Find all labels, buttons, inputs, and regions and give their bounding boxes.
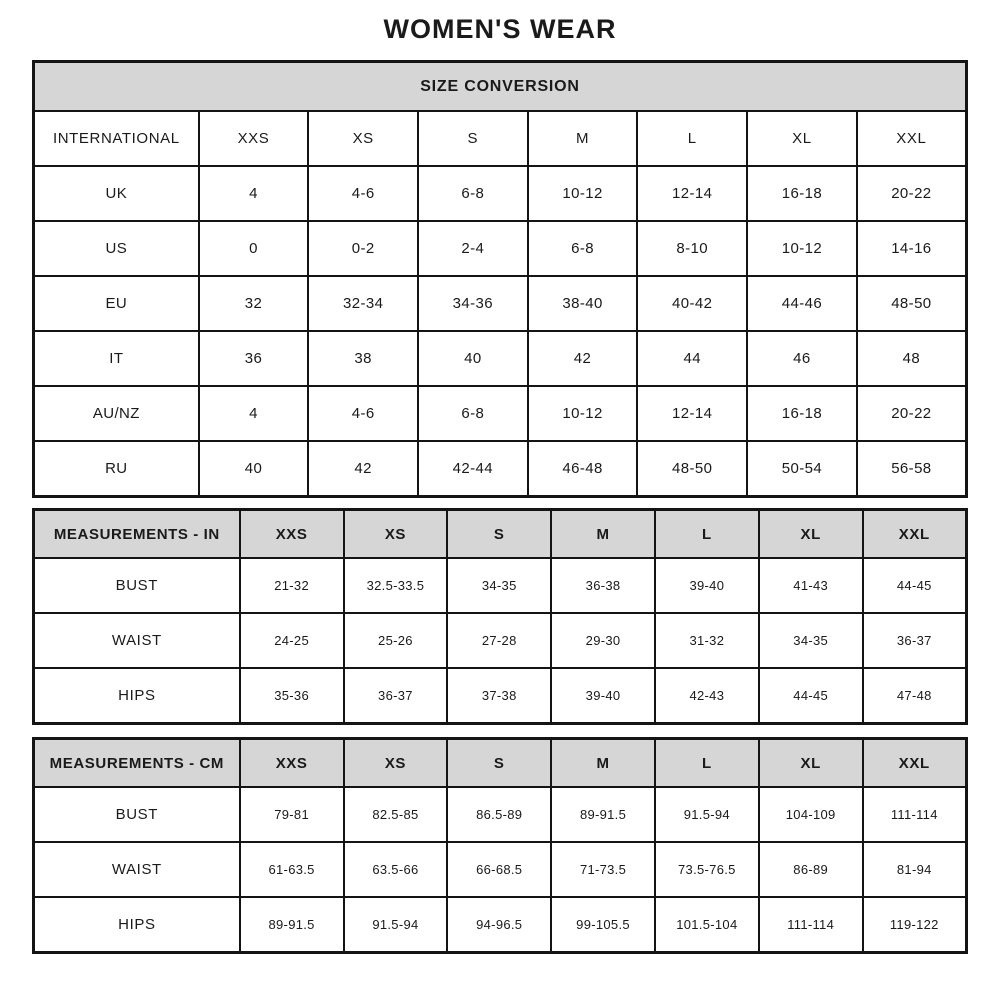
size-value-cell: 6-8 (528, 221, 638, 276)
row-label-us: US (34, 221, 199, 276)
measurement-value-cell: 47-48 (863, 668, 967, 724)
size-value-cell: 44 (637, 331, 747, 386)
measurements-cm-header-row (34, 739, 967, 788)
size-header-s: S (447, 739, 551, 788)
measurements-in-row-hips (34, 668, 967, 724)
size-value-cell: 44-46 (747, 276, 857, 331)
size-value-cell: 40 (199, 441, 309, 497)
col-header-xxl: XXL (857, 111, 967, 166)
row-label-waist: WAIST (34, 842, 240, 897)
col-header-xl: XL (747, 111, 857, 166)
measurements-cm-header: MEASUREMENTS - CM (34, 739, 240, 788)
size-value-cell: 46 (747, 331, 857, 386)
measurement-value-cell: 37-38 (447, 668, 551, 724)
size-header-l: L (655, 739, 759, 788)
measurement-value-cell: 94-96.5 (447, 897, 551, 953)
size-header-m: M (551, 510, 655, 559)
measurement-value-cell: 32.5-33.5 (344, 558, 448, 613)
measurement-value-cell: 111-114 (863, 787, 967, 842)
size-value-cell: 40-42 (637, 276, 747, 331)
size-value-cell: 50-54 (747, 441, 857, 497)
size-value-cell: 16-18 (747, 166, 857, 221)
measurements-cm-table (32, 737, 968, 954)
size-value-cell: 48-50 (857, 276, 967, 331)
col-header-l: L (637, 111, 747, 166)
size-value-cell: 6-8 (418, 166, 528, 221)
table-gap (32, 498, 968, 508)
measurement-value-cell: 34-35 (447, 558, 551, 613)
size-chart-page (32, 0, 968, 954)
measurement-value-cell: 25-26 (344, 613, 448, 668)
measurement-value-cell: 91.5-94 (344, 897, 448, 953)
measurement-value-cell: 24-25 (240, 613, 344, 668)
size-value-cell: 14-16 (857, 221, 967, 276)
size-header-xs: XS (344, 510, 448, 559)
size-row-uk (34, 166, 967, 221)
row-label-eu: EU (34, 276, 199, 331)
measurement-value-cell: 42-43 (655, 668, 759, 724)
measurement-value-cell: 41-43 (759, 558, 863, 613)
size-value-cell: 42 (308, 441, 418, 497)
size-value-cell: 46-48 (528, 441, 638, 497)
measurement-value-cell: 35-36 (240, 668, 344, 724)
size-header-xxs: XXS (240, 510, 344, 559)
measurements-in-row-bust (34, 558, 967, 613)
size-row-ru (34, 441, 967, 497)
measurement-value-cell: 101.5-104 (655, 897, 759, 953)
size-value-cell: 4 (199, 166, 309, 221)
size-conversion-banner-row (34, 62, 967, 112)
measurement-value-cell: 44-45 (759, 668, 863, 724)
size-header-xl: XL (759, 739, 863, 788)
measurement-value-cell: 34-35 (759, 613, 863, 668)
size-value-cell: 38 (308, 331, 418, 386)
size-row-aunz (34, 386, 967, 441)
size-value-cell: 48-50 (637, 441, 747, 497)
size-header-xs: XS (344, 739, 448, 788)
size-value-cell: 0 (199, 221, 309, 276)
measurement-value-cell: 79-81 (240, 787, 344, 842)
measurement-value-cell: 61-63.5 (240, 842, 344, 897)
measurement-value-cell: 104-109 (759, 787, 863, 842)
measurements-cm-row-bust (34, 787, 967, 842)
row-label-bust: BUST (34, 787, 240, 842)
size-value-cell: 42 (528, 331, 638, 386)
size-header-l: L (655, 510, 759, 559)
measurement-value-cell: 29-30 (551, 613, 655, 668)
measurement-value-cell: 36-37 (344, 668, 448, 724)
size-header-xxl: XXL (863, 739, 967, 788)
measurement-value-cell: 111-114 (759, 897, 863, 953)
size-value-cell: 42-44 (418, 441, 528, 497)
size-conversion-header: SIZE CONVERSION (34, 62, 967, 112)
measurement-value-cell: 73.5-76.5 (655, 842, 759, 897)
measurements-in-row-waist (34, 613, 967, 668)
size-value-cell: 48 (857, 331, 967, 386)
size-value-cell: 10-12 (528, 386, 638, 441)
measurement-value-cell: 86.5-89 (447, 787, 551, 842)
measurement-value-cell: 119-122 (863, 897, 967, 953)
size-value-cell: 40 (418, 331, 528, 386)
row-label-waist: WAIST (34, 613, 240, 668)
size-value-cell: 4-6 (308, 386, 418, 441)
measurements-in-table (32, 508, 968, 725)
measurements-in-header: MEASUREMENTS - IN (34, 510, 240, 559)
size-value-cell: 4 (199, 386, 309, 441)
measurement-value-cell: 81-94 (863, 842, 967, 897)
measurement-value-cell: 31-32 (655, 613, 759, 668)
measurement-value-cell: 39-40 (551, 668, 655, 724)
row-label-hips: HIPS (34, 897, 240, 953)
measurement-value-cell: 71-73.5 (551, 842, 655, 897)
size-header-m: M (551, 739, 655, 788)
size-value-cell: 10-12 (528, 166, 638, 221)
size-value-cell: 12-14 (637, 386, 747, 441)
size-row-us (34, 221, 967, 276)
measurement-value-cell: 86-89 (759, 842, 863, 897)
size-value-cell: 12-14 (637, 166, 747, 221)
col-header-international: INTERNATIONAL (34, 111, 199, 166)
size-conversion-table (32, 60, 968, 498)
row-label-bust: BUST (34, 558, 240, 613)
size-value-cell: 36 (199, 331, 309, 386)
size-value-cell: 6-8 (418, 386, 528, 441)
size-header-xl: XL (759, 510, 863, 559)
size-value-cell: 2-4 (418, 221, 528, 276)
size-value-cell: 0-2 (308, 221, 418, 276)
size-row-eu (34, 276, 967, 331)
measurement-value-cell: 44-45 (863, 558, 967, 613)
measurement-value-cell: 36-38 (551, 558, 655, 613)
size-value-cell: 20-22 (857, 386, 967, 441)
size-header-s: S (447, 510, 551, 559)
col-header-xxs: XXS (199, 111, 309, 166)
size-value-cell: 38-40 (528, 276, 638, 331)
measurement-value-cell: 82.5-85 (344, 787, 448, 842)
page-title: WOMEN'S WEAR (383, 14, 617, 44)
measurement-value-cell: 27-28 (447, 613, 551, 668)
row-label-it: IT (34, 331, 199, 386)
col-header-m: M (528, 111, 638, 166)
measurement-value-cell: 91.5-94 (655, 787, 759, 842)
measurement-value-cell: 89-91.5 (240, 897, 344, 953)
measurement-value-cell: 21-32 (240, 558, 344, 613)
size-value-cell: 8-10 (637, 221, 747, 276)
measurement-value-cell: 99-105.5 (551, 897, 655, 953)
row-label-uk: UK (34, 166, 199, 221)
row-label-hips: HIPS (34, 668, 240, 724)
row-label-aunz: AU/NZ (34, 386, 199, 441)
measurement-value-cell: 63.5-66 (344, 842, 448, 897)
col-header-xs: XS (308, 111, 418, 166)
measurement-value-cell: 89-91.5 (551, 787, 655, 842)
size-value-cell: 34-36 (418, 276, 528, 331)
measurement-value-cell: 66-68.5 (447, 842, 551, 897)
size-value-cell: 16-18 (747, 386, 857, 441)
col-header-s: S (418, 111, 528, 166)
size-value-cell: 32 (199, 276, 309, 331)
size-value-cell: 20-22 (857, 166, 967, 221)
table-gap (32, 725, 968, 737)
size-conversion-column-header-row (34, 111, 967, 166)
size-header-xxl: XXL (863, 510, 967, 559)
size-value-cell: 56-58 (857, 441, 967, 497)
row-label-ru: RU (34, 441, 199, 497)
size-value-cell: 4-6 (308, 166, 418, 221)
size-value-cell: 32-34 (308, 276, 418, 331)
measurement-value-cell: 36-37 (863, 613, 967, 668)
size-row-it (34, 331, 967, 386)
measurement-value-cell: 39-40 (655, 558, 759, 613)
measurements-cm-row-hips (34, 897, 967, 953)
measurements-in-header-row (34, 510, 967, 559)
size-header-xxs: XXS (240, 739, 344, 788)
size-value-cell: 10-12 (747, 221, 857, 276)
measurements-cm-row-waist (34, 842, 967, 897)
